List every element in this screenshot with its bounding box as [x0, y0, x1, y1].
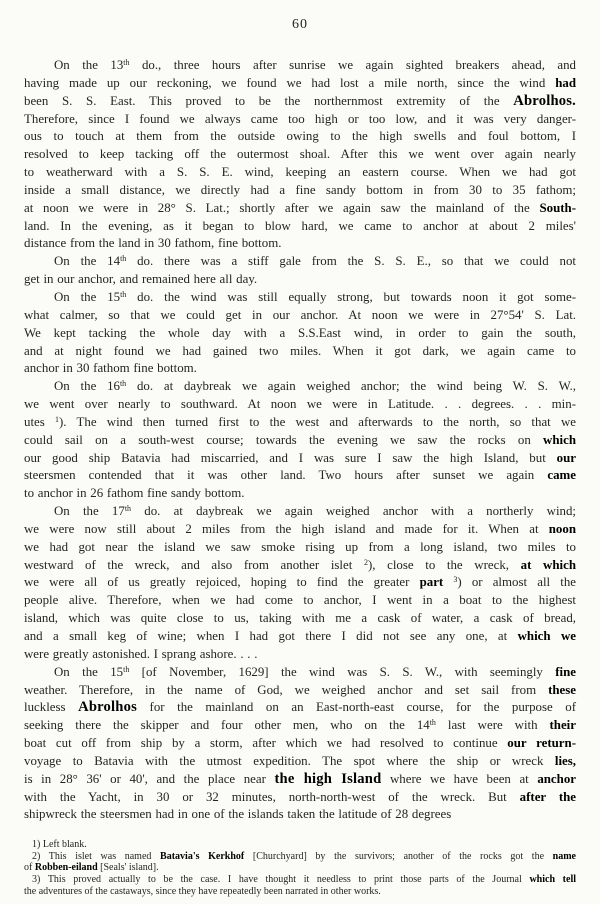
emphasized-text: part [419, 575, 444, 590]
body-line [24, 539, 576, 557]
text-segment: boat cut off from ship by a storm, after which we had resolved to continue [24, 736, 508, 751]
text-segment: and at night found we had gained two miles. When it got dark, we again came to [24, 343, 576, 358]
text-segment: On the 15 [54, 664, 124, 679]
body-line [24, 771, 576, 789]
emphasized-text: which [543, 432, 576, 447]
text-segment: land. In the evening, as it began to blow hard, we came to anchor at about 2 miles' [24, 218, 576, 233]
emphasized-text: South- [539, 200, 576, 215]
text-segment: resolved to keep tacking off the outermost shoal. After this we went over again nearly [24, 147, 576, 162]
text-segment: [Churchyard] by the survivors; another of the rocks got the [244, 850, 553, 862]
text-segment: On the 16 [54, 379, 120, 394]
body-line [24, 806, 576, 824]
body-line [24, 235, 576, 253]
text-segment: our good ship Batavia had miscarried, and I was sure I saw the high Island, but [24, 450, 557, 465]
text-segment: westward of the wreck, and also from another islet [24, 557, 364, 572]
body-line [24, 628, 576, 646]
text-segment: what calmer, so that we could get in our anchor. At noon we were in 27°54' S. Lat. [24, 307, 576, 322]
text-segment: luckless [24, 700, 79, 715]
body-line [24, 503, 576, 521]
footnote-reference: th [429, 718, 436, 728]
footnote-reference: th [119, 379, 127, 389]
body-line [24, 432, 576, 450]
body-line [24, 485, 576, 503]
body-line [24, 111, 576, 129]
text-segment: to anchor in 26 fathom fine sandy bottom. [24, 486, 245, 501]
text-segment: at noon we were in 28° S. Lat.; shortly after we again saw the mainland of the [24, 200, 540, 215]
footnote-reference: 1 [55, 414, 59, 424]
text-segment: [Seals' island]. [97, 862, 159, 874]
body-line [24, 646, 576, 664]
body-line [24, 93, 576, 111]
body-line [24, 699, 576, 717]
text-segment: voyage to Batavia with the utmost expedition. The spot where the ship or wreck [24, 753, 555, 768]
text-segment: we had got near the island we saw smoke rising up from a long island, two miles to [24, 539, 576, 554]
text-segment: seeking there the skipper and four other men, who on the 14 [24, 718, 430, 733]
emphasized-text: Batavia's Kerkhof [160, 850, 245, 862]
text-segment: ). The wind then turned first to the west and afterwards to the north, so that we [59, 414, 576, 429]
text-segment: and a small keg of wine; when I had got there I did not see any one, at [24, 629, 518, 643]
main-text [24, 57, 576, 824]
emphasized-text: after the [519, 789, 576, 804]
emphasized-text: came [547, 468, 576, 483]
text-segment: do. the wind was still equally strong, but towards noon it got some- [126, 289, 576, 304]
text-segment: we went over nearly to southward. At noon we were in Latitude. . . degrees. . . min- [24, 397, 576, 412]
body-line [24, 128, 576, 146]
emphasized-text: fine [555, 664, 576, 679]
emphasized-text: noon [548, 521, 576, 536]
text-segment: 3) This proved actually to be the case. I have thought it needless to print those parts of the Journal [32, 874, 530, 886]
body-line [24, 592, 576, 610]
body-line [24, 610, 576, 628]
text-segment: do. at daybreak we again weighed anchor; the wind being W. S. W., [126, 379, 577, 394]
footnote-line [24, 839, 576, 851]
footnote-reference: th [123, 57, 130, 67]
body-line [24, 343, 576, 361]
emphasized-text: the high Island [274, 770, 382, 787]
text-segment: [of November, 1629] the wind was S. S. W., with seemingly [129, 664, 556, 679]
body-line [24, 146, 576, 164]
footnote-line [24, 874, 576, 886]
emphasized-text: which tell [529, 874, 577, 886]
text-segment: we were all of us greatly rejoiced, hoping to find the greater [24, 575, 420, 590]
text-segment: ), close to the wreck, [367, 557, 521, 572]
footnote-line [24, 851, 576, 863]
text-segment: On the 17 [54, 504, 125, 519]
emphasized-text: Robben-eiland [34, 862, 98, 874]
text-segment: having made up our reckoning, we found we had lost a mile north, since the wind [24, 75, 556, 90]
text-segment: anchor in 30 fathom fine bottom. [24, 361, 197, 376]
text-segment: to weatherward with a S. S. E. wind, keeping an eastern course. When we had got [24, 165, 576, 180]
body-line [24, 378, 576, 396]
footnote-reference: th [123, 664, 130, 674]
body-line [24, 450, 576, 468]
text-segment: where we have been at [381, 771, 538, 786]
emphasized-text: name [552, 850, 576, 862]
text-segment: of [24, 862, 35, 874]
body-line [24, 682, 576, 700]
emphasized-text: our [556, 450, 576, 465]
text-segment: shipwreck the steersmen had in one of the islands taken the latitude of 28 degrees [24, 807, 452, 822]
footnote-reference: th [124, 503, 132, 513]
body-line [24, 360, 576, 378]
footnote-reference: th [120, 254, 127, 264]
body-line [24, 717, 576, 735]
footnote-line [24, 886, 576, 898]
body-line [24, 307, 576, 325]
text-segment: 2) This islet was named [32, 850, 161, 862]
footnote-reference: th [120, 289, 127, 299]
text-segment: could sail on a south-west course; towards the evening we saw the rocks on [24, 432, 544, 447]
body-line [24, 789, 576, 807]
text-segment: steersmen contended that it was other land. Two hours after sunset we again [24, 468, 548, 483]
text-segment: On the 14 [54, 254, 121, 269]
body-line [24, 753, 576, 771]
body-line [24, 557, 576, 575]
text-segment: island, which was quite close to us, taking with me a cask of water, a cask of bread, [24, 611, 576, 626]
body-line [24, 218, 576, 236]
body-line [24, 271, 576, 289]
text-segment: is in 28° 36' or 40', and the place near [24, 771, 275, 786]
body-line [24, 325, 576, 343]
footnote-reference: 2 [363, 557, 368, 567]
text-segment: we were now still about 2 miles from the high island and made for it. When at [24, 521, 549, 536]
body-line [24, 164, 576, 182]
body-line [24, 289, 576, 307]
text-segment [443, 575, 453, 589]
text-segment: inside a small distance, we directly had a fine sandy bottom in from 30 to 35 fathom; [24, 182, 576, 197]
emphasized-text: Abrolhos. [513, 92, 576, 109]
text-segment: with the Yacht, in 30 or 32 minutes, north-north-west of the wreck. But [24, 789, 520, 804]
body-line [24, 200, 576, 218]
emphasized-text: their [549, 718, 576, 733]
text-segment: for the mainland on an East-north-east course, for the purpose of [137, 700, 576, 715]
body-line [24, 521, 576, 539]
text-segment: utes [24, 414, 55, 429]
body-line [24, 253, 576, 271]
text-segment: On the 13 [54, 58, 124, 72]
footnotes [24, 839, 576, 897]
emphasized-text: Abrolhos [78, 699, 137, 716]
emphasized-text: lies, [554, 753, 576, 768]
footnote-reference: 3 [453, 575, 458, 585]
body-line [24, 57, 576, 75]
text-segment: We kept tacking the whole day with a S.S.East wind, in order to gain the south, [24, 325, 576, 340]
emphasized-text: these [548, 682, 576, 697]
body-line [24, 467, 576, 485]
body-line [24, 664, 576, 682]
emphasized-text: our return- [507, 736, 576, 751]
text-segment: people alive. Therefore, when we had come to anchor, I went in a boat to the highest [24, 593, 576, 608]
text-segment: Therefore, since I found we always came too high or too low, and it was very danger- [24, 111, 576, 126]
page-number: 60 [292, 17, 308, 32]
body-line [24, 182, 576, 200]
text-segment: weather. Therefore, in the name of God, we weighed anchor and set sail from [24, 682, 549, 697]
text-segment: get in our anchor, and remained here all day. [24, 272, 258, 287]
body-line [24, 574, 576, 592]
text-segment: 1) Left blank. [32, 839, 87, 851]
text-segment: do. there was a stiff gale from the S. S. E., so that we could not [126, 254, 576, 269]
text-segment: On the 15 [54, 289, 121, 304]
text-segment: ) or almost all the [457, 575, 576, 590]
body-line [24, 75, 576, 93]
emphasized-text: had [555, 75, 576, 90]
emphasized-text: anchor [537, 771, 576, 786]
text-segment: do. at daybreak we again weighed anchor with a northerly wind; [131, 504, 576, 519]
text-segment: were greatly astonished. I sprang ashore. . . . [24, 646, 258, 661]
body-line [24, 414, 576, 432]
text-segment: distance from the land in 30 fathom, fine bottom. [24, 236, 282, 251]
text-segment: last were with [435, 718, 550, 733]
footnote-line [24, 862, 576, 874]
text-segment: been S. S. East. This proved to be the northernmost extremity of the [24, 93, 514, 108]
text-segment: do., three hours after sunrise we again sighted breakers ahead, and [129, 58, 576, 72]
text-segment: ous to touch at them from the outside owing to the high swells and foul bottom, I [24, 129, 576, 144]
text-segment: the adventures of the castaways, since they have repeatedly been narrated in other works. [24, 885, 381, 897]
emphasized-text: at which [520, 557, 576, 572]
emphasized-text: which we [517, 629, 576, 643]
body-line [24, 396, 576, 414]
body-line [24, 735, 576, 753]
